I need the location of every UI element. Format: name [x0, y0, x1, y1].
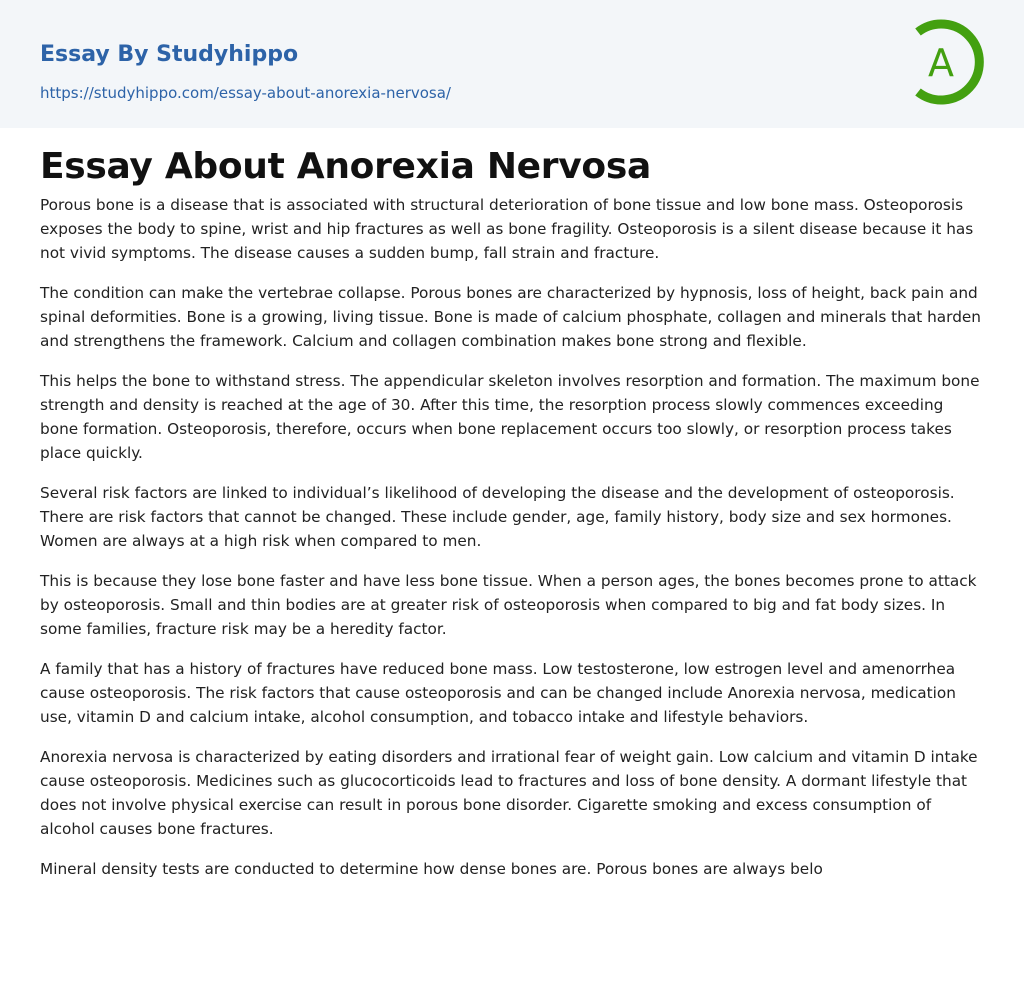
essay-paragraph: This is because they lose bone faster and have less bone tissue. When a person ages, the bones becomes prone to attack by osteoporosis. Small and thin bodies are at greater risk of osteoporosis when compared to big and fat body sizes. In some families, fracture risk may be a heredity factor.: [40, 572, 977, 638]
site-title[interactable]: Essay By Studyhippo: [40, 42, 299, 67]
essay-paragraph: Several risk factors are linked to individual’s likelihood of developing the disease and the development of osteoporosis. There are risk factors that cannot be changed. These include gender, age, family history, body size and sex hormones. Women are always at a high risk when compared to men.: [40, 484, 955, 550]
essay-paragraph: Mineral density tests are conducted to determine how dense bones are. Porous bones are always belo: [40, 860, 823, 878]
studyhippo-logo-icon[interactable]: [906, 18, 990, 106]
essay-paragraph: This helps the bone to withstand stress. The appendicular skeleton involves resorption and formation. The maximum bone strength and density is reached at the age of 30. After this time, the resorption process slowly commences exceeding bone formation. Osteoporosis, therefore, occurs when bone replacement occurs too slowly, or resorption process takes place quickly.: [40, 372, 980, 462]
essay-title: Essay About Anorexia Nervosa: [40, 146, 651, 187]
essay-paragraph: The condition can make the vertebrae collapse. Porous bones are characterized by hypnosis, loss of height, back pain and spinal deformities. Bone is a growing, living tissue. Bone is made of calcium phosphate, collagen and minerals that harden and strengthens the framework. Calcium and collagen combination makes bone strong and flexible.: [40, 284, 982, 350]
essay-paragraph: Anorexia nervosa is characterized by eating disorders and irrational fear of weight gain. Low calcium and vitamin D intake cause osteoporosis. Medicines such as glucocorticoids lead to fractures and loss of bone density. A dormant lifestyle that does not involve physical exercise can result in porous bone disorder. Cigarette smoking and excess consumption of alcohol causes bone fractures.: [40, 748, 978, 838]
essay-paragraph: A family that has a history of fractures have reduced bone mass. Low testosterone, low estrogen level and amenorrhea cause osteoporosis. The risk factors that cause osteoporosis and can be changed include Anorexia nervosa, medication use, vitamin D and calcium intake, alcohol consumption, and tobacco intake and lifestyle behaviors.: [40, 660, 956, 726]
essay-content: [0, 146, 1024, 881]
essay-url-link[interactable]: https://studyhippo.com/essay-about-anorexia-nervosa/: [40, 84, 451, 102]
svg-text:A: A: [928, 41, 954, 85]
essay-paragraph: Porous bone is a disease that is associated with structural deterioration of bone tissue and low bone mass. Osteoporosis exposes the body to spine, wrist and hip fractures as well as bone fragility. Osteoporosis is a silent disease because it has not vivid symptoms. The disease causes a sudden bump, fall strain and fracture.: [40, 196, 974, 262]
site-header: [0, 0, 1024, 128]
